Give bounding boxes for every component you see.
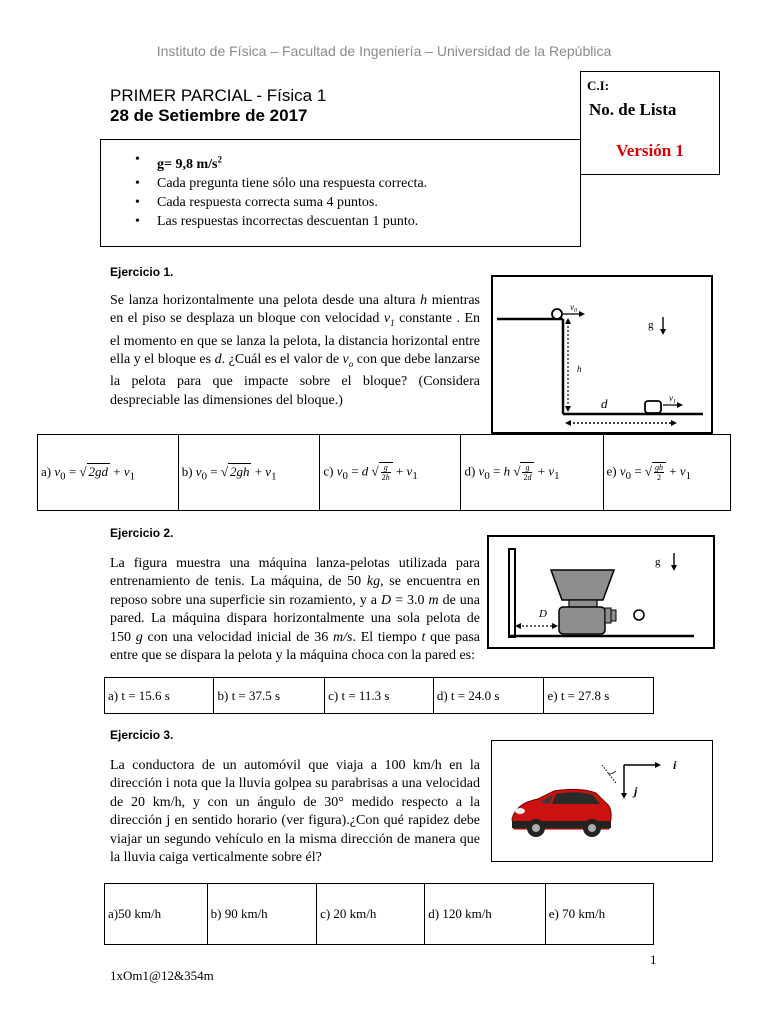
- instructions-list: [135, 150, 427, 231]
- exercise-3-text: La conductora de un automóvil que viaja a 100 km/h en la dirección i nota que la lluvia golpea su parabrisas a una velocidad de 20 km/h, y con un ángulo de 30° medido respecto a la dirección j en sentido horario (ver figura).¿Con qué rapidez debe viajar un segundo vehículo en la misma dirección de manera que la lluvia caiga verticalmente sobre él?: [110, 758, 480, 866]
- option-b[interactable]: b) 90 km/h: [207, 884, 316, 945]
- instruction-item: • Cada respuesta correcta suma 4 puntos.: [135, 193, 427, 212]
- tennis-machine-diagram: [489, 537, 713, 647]
- option-a[interactable]: a)50 km/h: [105, 884, 208, 945]
- car-rain-diagram: [492, 741, 712, 861]
- option-a[interactable]: a) t = 15.6 s: [105, 678, 214, 714]
- option-b[interactable]: b) t = 37.5 s: [214, 678, 325, 714]
- distance-label: D: [539, 608, 547, 620]
- option-c[interactable]: c) t = 11.3 s: [325, 678, 434, 714]
- distance-label: d: [601, 396, 608, 411]
- option-a[interactable]: a) $v_0$ = √ $2gd + v_1$: [38, 435, 179, 511]
- id-box: [580, 71, 720, 175]
- exercise-2-label: Ejercicio 2.: [110, 526, 174, 540]
- gravity-label: g: [648, 319, 654, 331]
- footer-code: 1xOm1@12&354m: [110, 968, 214, 983]
- exercise-2-figure: [487, 535, 715, 649]
- exercise-3-label: Ejercicio 3.: [110, 728, 174, 742]
- car-icon: [512, 789, 611, 837]
- j-axis-label: j: [634, 784, 638, 798]
- instruction-item: • Las respuestas incorrectas descuentan 1 punto.: [135, 212, 427, 231]
- height-label: h: [577, 364, 582, 374]
- exercise-2-options: [104, 677, 654, 714]
- exam-date: 28 de Setiembre de 2017: [110, 106, 308, 125]
- exercise-1-text: Se lanza horizontalmente una pelota desde una altura h mientras en el piso se desplaza un bloque con velocidad $v_1$ constante . En el momento en que se lanza la pelota, la distancia horizontal entre ella y el bloque es d. ¿Cuál es el valor de $v_o$ con que debe lanzarse la pelota para que impacte sobre el bloque? (Considera despreciable las dimensiones del bloque.): [110, 293, 481, 408]
- option-e[interactable]: e) t = 27.8 s: [544, 678, 654, 714]
- institution-header: Instituto de Física – Facultad de Ingeniería – Universidad de la República: [156, 43, 612, 59]
- exam-title: PRIMER PARCIAL - Física 1: [110, 86, 327, 105]
- option-c[interactable]: c) $v_0 = d$ √ $\frac{g}{2h}$ + $v_1$: [320, 435, 461, 511]
- i-axis-label: i: [673, 758, 677, 772]
- option-e[interactable]: e) $v_0$ = √ $\frac{gh}{2}$ + $v_1$: [603, 435, 730, 511]
- option-c[interactable]: c) 20 km/h: [317, 884, 425, 945]
- gravity-item: • g= 9,8 $m/s^2$: [135, 150, 427, 174]
- option-d[interactable]: d) t = 24.0 s: [433, 678, 544, 714]
- option-e[interactable]: e) 70 km/h: [545, 884, 653, 945]
- gravity-label: g: [655, 556, 661, 568]
- version-label: Versión 1: [616, 141, 684, 160]
- v1-label: $v_1$: [669, 393, 676, 405]
- option-d[interactable]: d) 120 km/h: [425, 884, 546, 945]
- exercise-1-label: Ejercicio 1.: [110, 265, 174, 279]
- exercise-1-figure: [491, 275, 713, 434]
- option-d[interactable]: d) $v_0 = h$ √ $\frac{g}{2d}$ + $v_1$: [461, 435, 603, 511]
- page-number: 1: [650, 952, 657, 967]
- exercise-1-options: [37, 434, 731, 511]
- instructions-box: [100, 139, 581, 247]
- option-b[interactable]: b) $v_0$ = √ $2gh + v_1$: [178, 435, 320, 511]
- projectile-diagram: [493, 277, 711, 432]
- exercise-2-text: La figura muestra una máquina lanza-pelotas utilizada para entrenamiento de tenis. La máquina, de 50 kg, se encuentra en reposo sobre una superficie sin rozamiento, y a D = 3.0 m de una pared. La máquina dispara horizontalmente una sola pelota de 150 g con una velocidad inicial de 36 m/s. El tiempo t que pasa entre que se dispara la pelota y la máquina choca con la pared es:: [110, 556, 480, 664]
- ci-label: C.I:: [587, 78, 610, 93]
- v0-label: $v_0$: [570, 302, 577, 314]
- exercise-3-options: [104, 883, 654, 945]
- exercise-3-figure: [491, 740, 713, 862]
- instruction-item: • Cada pregunta tiene sólo una respuesta correcta.: [135, 174, 427, 193]
- list-number-label: No. de Lista: [589, 100, 677, 119]
